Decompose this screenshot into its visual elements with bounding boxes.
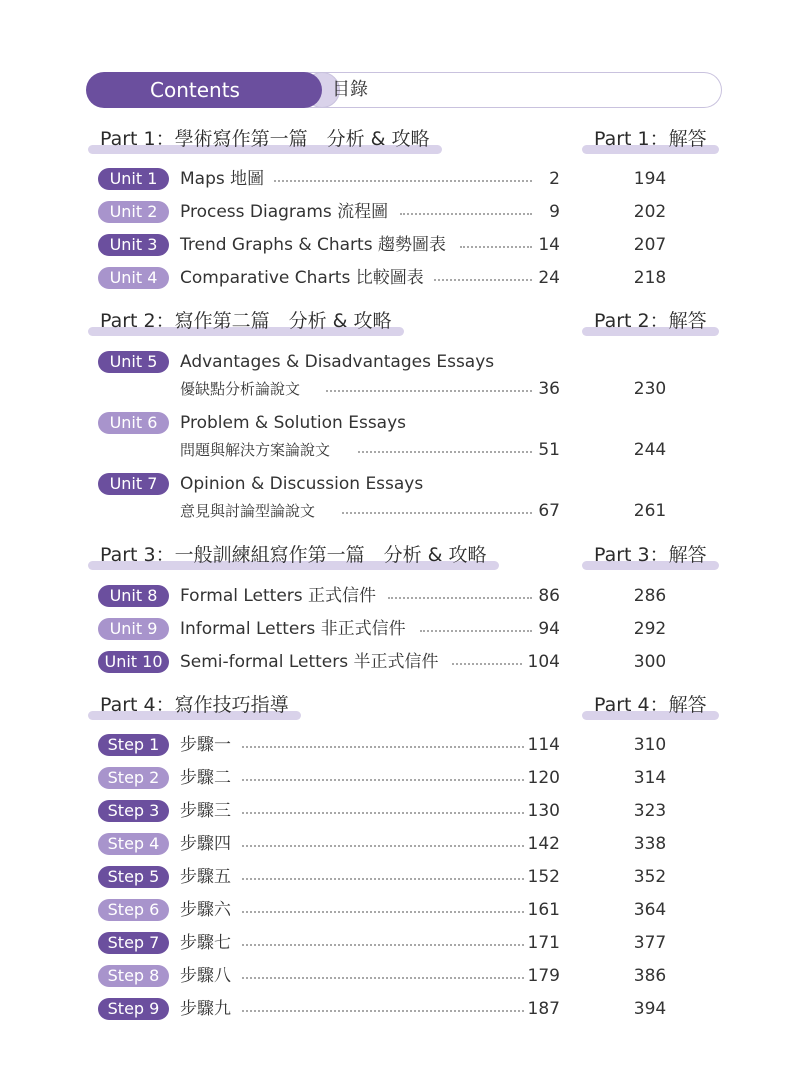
part-1-title[interactable]: Part 1：學術寫作第一篇 分析 & 攻略 xyxy=(88,126,442,154)
leader-dots xyxy=(452,663,522,665)
step-badge: Step 7 xyxy=(98,932,169,954)
unit-badge: Unit 4 xyxy=(98,267,169,289)
answer-page: 377 xyxy=(633,933,667,953)
leader-dots xyxy=(434,279,532,281)
leader-dots xyxy=(242,977,524,979)
leader-dots xyxy=(326,390,532,392)
page-number: 14 xyxy=(538,235,560,255)
page-number: 152 xyxy=(527,867,560,887)
leader-dots xyxy=(242,812,524,814)
unit-badge: Unit 1 xyxy=(98,168,169,190)
answer-page: 300 xyxy=(633,652,667,672)
leader-dots xyxy=(242,878,524,880)
step-badge: Step 1 xyxy=(98,734,169,756)
step-badge: Step 5 xyxy=(98,866,169,888)
answer-page: 310 xyxy=(633,735,667,755)
answer-page: 218 xyxy=(633,268,667,288)
leader-dots xyxy=(342,512,532,514)
page-number: 130 xyxy=(527,801,560,821)
leader-dots xyxy=(242,746,524,748)
unit-subtitle: 問題與解決方案論說文 xyxy=(180,441,331,459)
answer-page: 352 xyxy=(633,867,667,887)
answer-page: 202 xyxy=(633,202,667,222)
page-number: 9 xyxy=(549,202,560,222)
page-number: 2 xyxy=(549,169,560,189)
answer-page: 394 xyxy=(633,999,667,1019)
unit-title[interactable]: Informal Letters 非正式信件 xyxy=(180,619,406,639)
part-2-answer-title[interactable]: Part 2：解答 xyxy=(582,308,719,336)
step-title[interactable]: 步驟二 xyxy=(180,768,231,788)
part-3-title[interactable]: Part 3：一般訓練組寫作第一篇 分析 & 攻略 xyxy=(88,542,499,570)
answer-page: 286 xyxy=(633,586,667,606)
leader-dots xyxy=(242,779,524,781)
leader-dots xyxy=(242,845,524,847)
unit-title[interactable]: Process Diagrams 流程圖 xyxy=(180,202,389,222)
unit-title[interactable]: Comparative Charts 比較圖表 xyxy=(180,268,424,288)
step-badge: Step 8 xyxy=(98,965,169,987)
unit-title[interactable]: Trend Graphs & Charts 趨勢圖表 xyxy=(180,235,446,255)
unit-badge: Unit 5 xyxy=(98,351,169,373)
page-number: 114 xyxy=(527,735,560,755)
page-number: 187 xyxy=(527,999,560,1019)
answer-page: 364 xyxy=(633,900,667,920)
leader-dots xyxy=(242,1010,524,1012)
page-number: 161 xyxy=(527,900,560,920)
unit-badge: Unit 10 xyxy=(98,651,169,673)
contents-header xyxy=(86,72,722,108)
page-number: 36 xyxy=(538,379,560,399)
answer-page: 230 xyxy=(633,379,667,399)
contents-label: Contents xyxy=(86,72,322,108)
answer-page: 244 xyxy=(633,440,667,460)
leader-dots xyxy=(358,451,532,453)
step-badge: Step 4 xyxy=(98,833,169,855)
unit-badge: Unit 7 xyxy=(98,473,169,495)
page-number: 179 xyxy=(527,966,560,986)
step-badge: Step 9 xyxy=(98,998,169,1020)
answer-page: 314 xyxy=(633,768,667,788)
step-title[interactable]: 步驟五 xyxy=(180,867,231,887)
step-badge: Step 3 xyxy=(98,800,169,822)
page-number: 51 xyxy=(538,440,560,460)
leader-dots xyxy=(420,630,532,632)
unit-title[interactable]: Semi-formal Letters 半正式信件 xyxy=(180,652,439,672)
leader-dots xyxy=(388,597,532,599)
step-title[interactable]: 步驟七 xyxy=(180,933,231,953)
answer-page: 194 xyxy=(633,169,667,189)
leader-dots xyxy=(242,911,524,913)
step-title[interactable]: 步驟八 xyxy=(180,966,231,986)
leader-dots xyxy=(460,246,532,248)
page-number: 120 xyxy=(527,768,560,788)
page-number: 142 xyxy=(527,834,560,854)
part-4-title[interactable]: Part 4：寫作技巧指導 xyxy=(88,692,301,720)
answer-page: 207 xyxy=(633,235,667,255)
unit-title[interactable]: Advantages & Disadvantages Essays xyxy=(180,352,495,372)
step-title[interactable]: 步驟四 xyxy=(180,834,231,854)
leader-dots xyxy=(242,944,524,946)
unit-title[interactable]: Formal Letters 正式信件 xyxy=(180,586,377,606)
part-2-title[interactable]: Part 2：寫作第二篇 分析 & 攻略 xyxy=(88,308,404,336)
part-1-answer-title[interactable]: Part 1：解答 xyxy=(582,126,719,154)
page-number: 171 xyxy=(527,933,560,953)
answer-page: 386 xyxy=(633,966,667,986)
step-title[interactable]: 步驟一 xyxy=(180,735,231,755)
unit-badge: Unit 8 xyxy=(98,585,169,607)
page-number: 24 xyxy=(538,268,560,288)
answer-page: 323 xyxy=(633,801,667,821)
unit-title[interactable]: Problem & Solution Essays xyxy=(180,413,407,433)
page-number: 94 xyxy=(538,619,560,639)
unit-badge: Unit 9 xyxy=(98,618,169,640)
leader-dots xyxy=(400,213,532,215)
step-badge: Step 6 xyxy=(98,899,169,921)
answer-page: 338 xyxy=(633,834,667,854)
answer-page: 261 xyxy=(633,501,667,521)
step-title[interactable]: 步驟九 xyxy=(180,999,231,1019)
page-number: 86 xyxy=(538,586,560,606)
unit-title[interactable]: Maps 地圖 xyxy=(180,169,265,189)
contents-subtitle: 目錄 xyxy=(332,79,368,100)
part-3-answer-title[interactable]: Part 3：解答 xyxy=(582,542,719,570)
step-badge: Step 2 xyxy=(98,767,169,789)
page-number: 67 xyxy=(538,501,560,521)
unit-subtitle: 意見與討論型論說文 xyxy=(180,502,316,520)
page-number: 104 xyxy=(527,652,560,672)
unit-badge: Unit 3 xyxy=(98,234,169,256)
unit-subtitle: 優缺點分析論說文 xyxy=(180,380,301,398)
leader-dots xyxy=(274,180,532,182)
part-4-answer-title[interactable]: Part 4：解答 xyxy=(582,692,719,720)
unit-badge: Unit 6 xyxy=(98,412,169,434)
unit-title[interactable]: Opinion & Discussion Essays xyxy=(180,474,424,494)
step-title[interactable]: 步驟六 xyxy=(180,900,231,920)
unit-badge: Unit 2 xyxy=(98,201,169,223)
answer-page: 292 xyxy=(633,619,667,639)
step-title[interactable]: 步驟三 xyxy=(180,801,231,821)
